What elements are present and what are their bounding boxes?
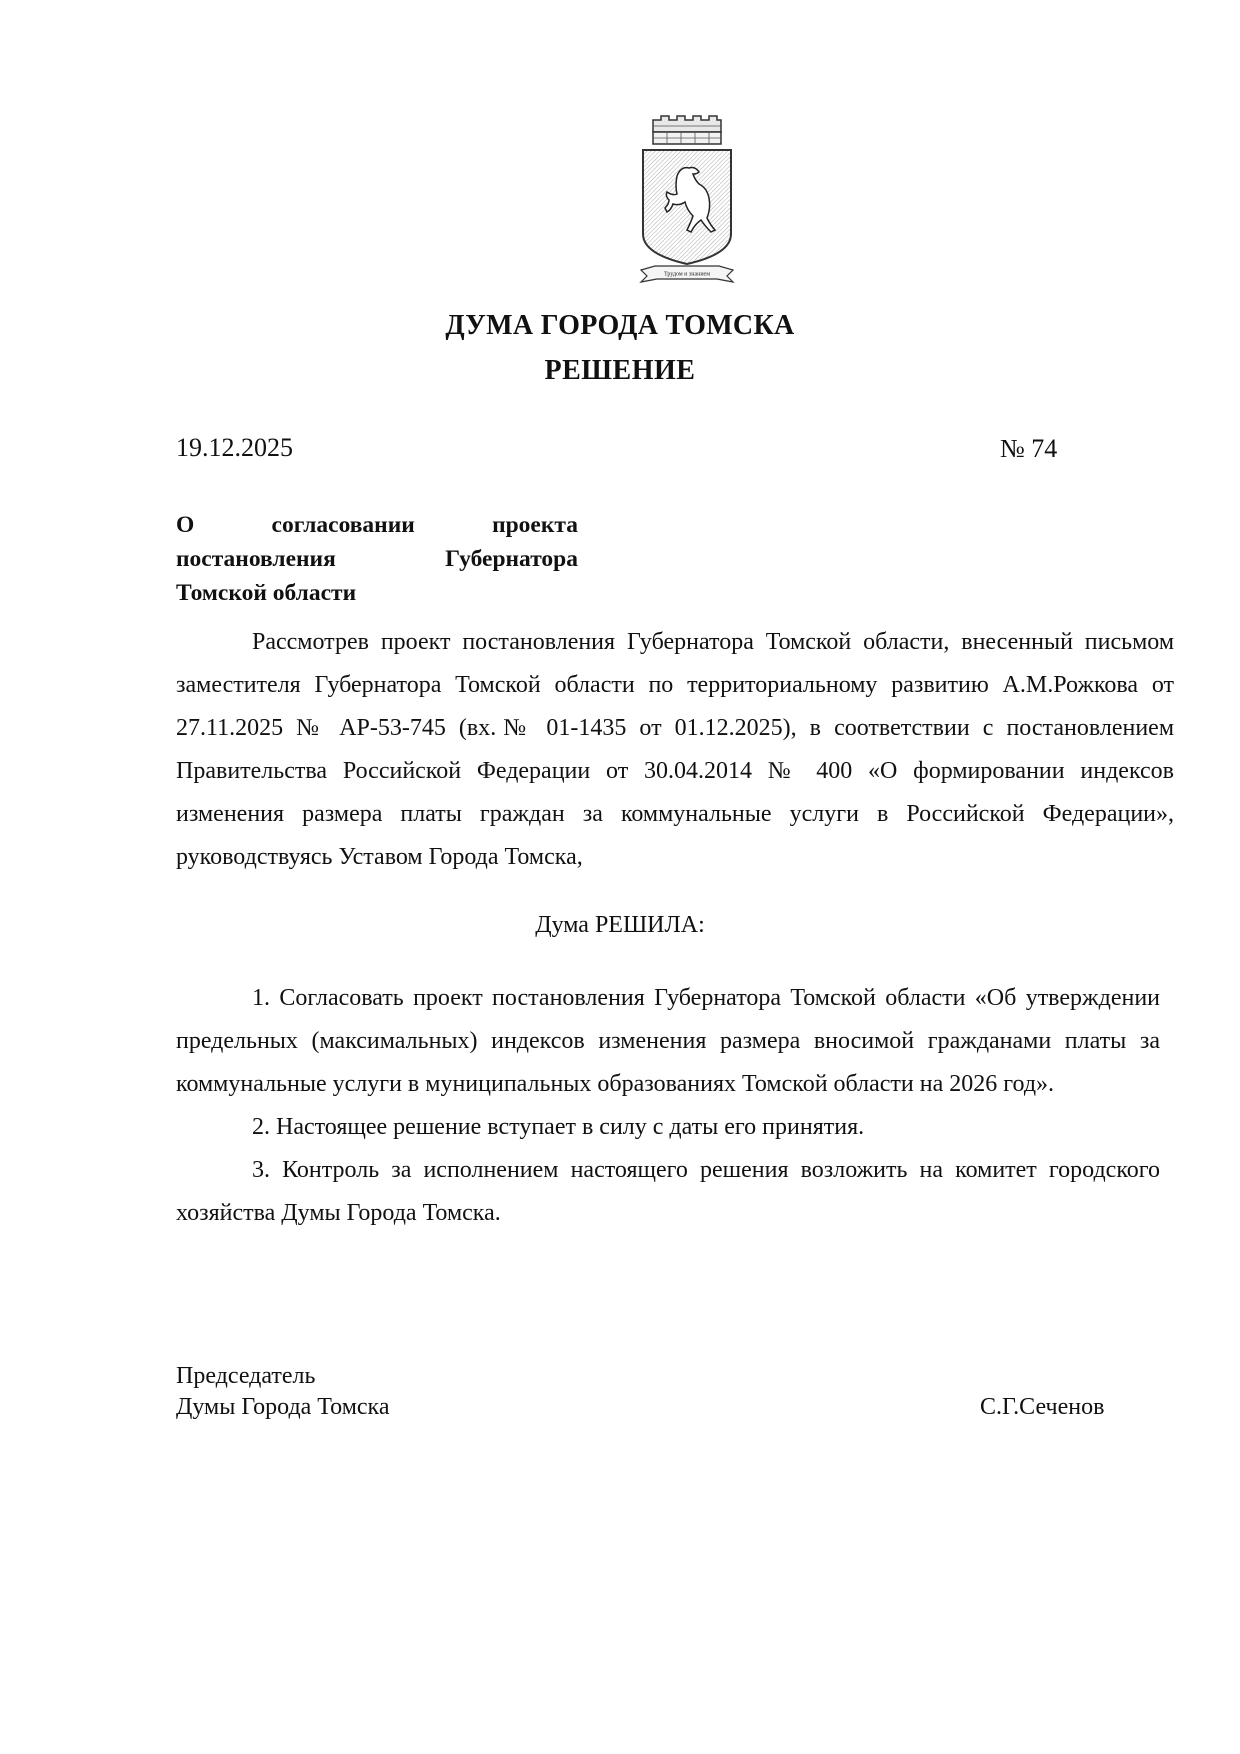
subject-line: О согласовании проекта <box>176 512 578 538</box>
organization-title: ДУМА ГОРОДА ТОМСКА <box>445 310 795 341</box>
subject-line: Томской области <box>176 580 357 606</box>
tomsk-coat-of-arms-icon <box>637 114 737 286</box>
subject-line: постановления Губернатора <box>176 546 578 572</box>
decision-items <box>176 977 1160 1235</box>
decision-item: 1. Согласовать проект постановления Губернатора Томской области «Об утверждении предельных (максимальных) индексов изменения размера вносимой гражданами платы за коммунальные услуги в муниципальных образованиях Томской области на 2026 год». <box>176 985 1160 1097</box>
signatory-name: С.Г.Сеченов <box>980 1394 1105 1420</box>
decision-heading: Дума РЕШИЛА: <box>535 912 705 938</box>
document-number: № 74 <box>1000 434 1058 463</box>
preamble-paragraph: Рассмотрев проект постановления Губернатора Томской области, внесенный письмом заместителя Губернатора Томской области по территориальному развитию А.М.Рожкова от 27.11.2025 № АР-53-745 (вх.№ 01-1435 от 01.12.2025), в соответствии с постановлением Правительства Российской Федерации от 30.04.2014 № 400 «О формировании индексов изменения размера платы граждан за коммунальные услуги в Российской Федерации», руководствуясь Уставом Города Томска, <box>176 629 1174 870</box>
signatory-position: Думы Города Томска <box>176 1394 390 1420</box>
document-subject <box>176 508 578 610</box>
document-date: 19.12.2025 <box>176 433 293 462</box>
signatory-position: Председатель <box>176 1363 316 1389</box>
emblem-motto: Трудом и знанием <box>663 271 711 278</box>
document-type: РЕШЕНИЕ <box>544 355 696 386</box>
decision-item: 2. Настоящее решение вступает в силу с даты его принятия. <box>252 1114 865 1140</box>
decision-item: 3. Контроль за исполнением настоящего решения возложить на комитет городского хозяйства Думы Города Томска. <box>176 1157 1160 1226</box>
